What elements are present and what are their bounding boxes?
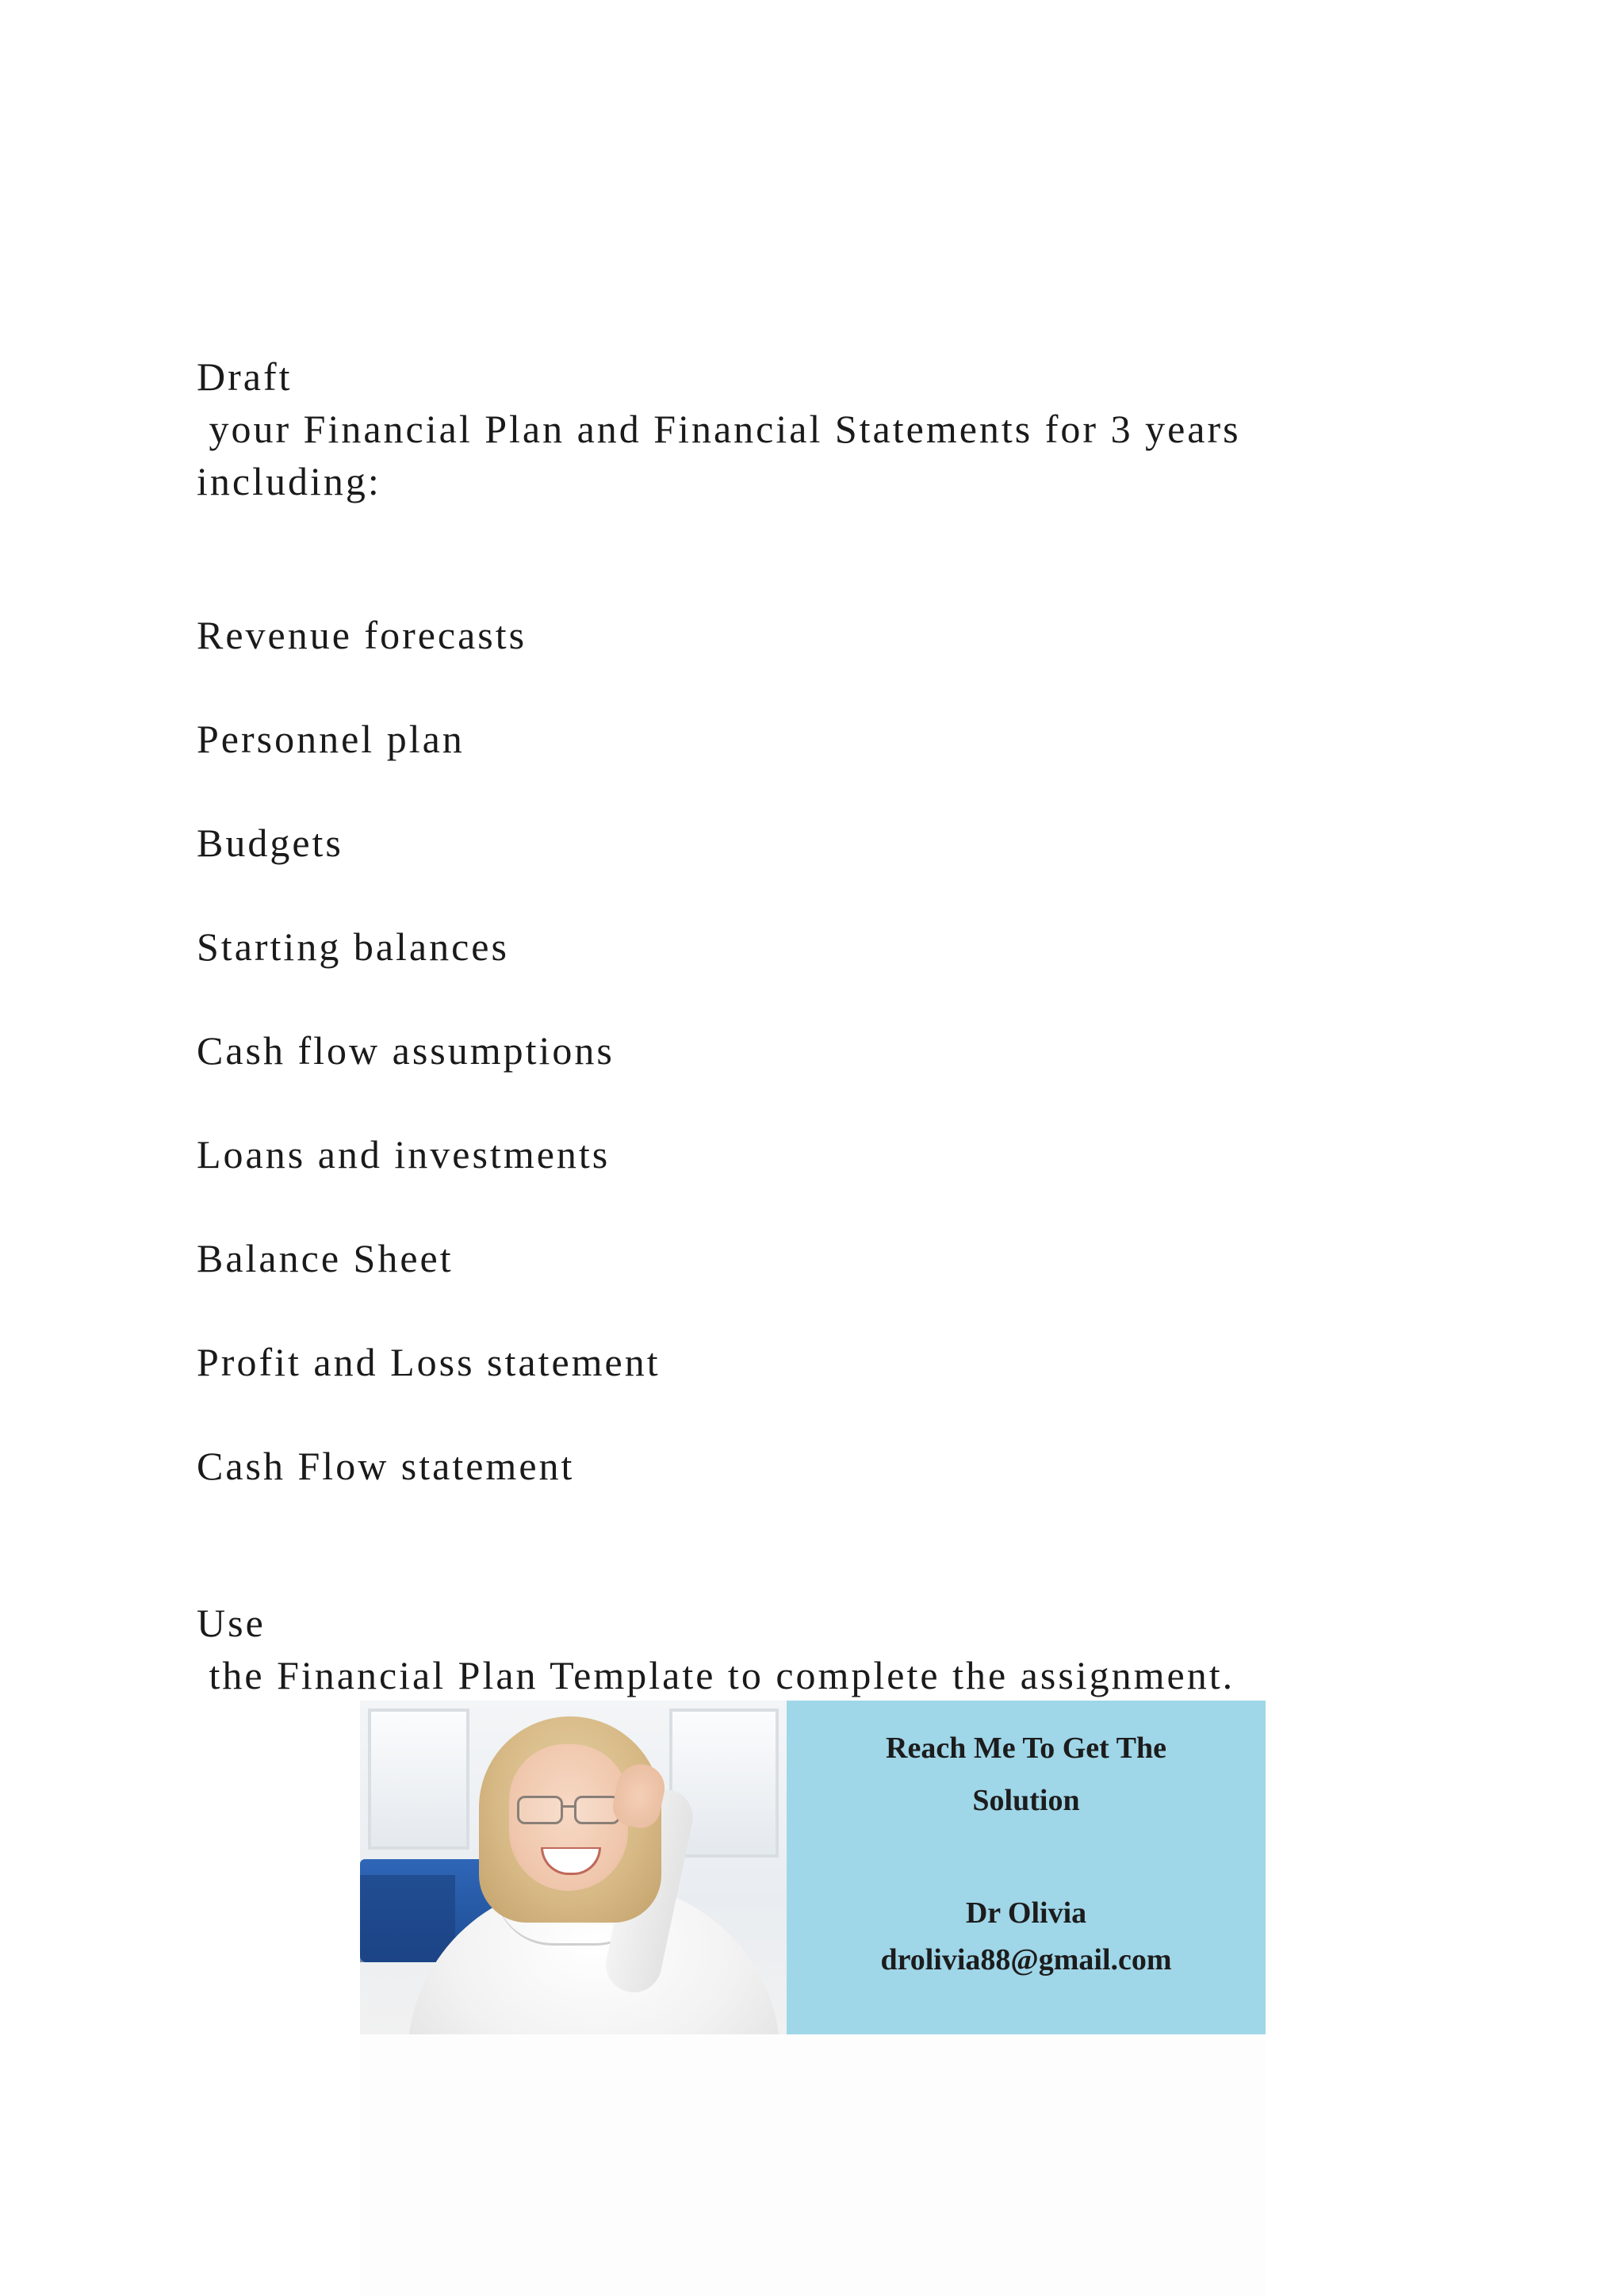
outro-line-2: the Financial Plan Template to complete the assignment.: [197, 1653, 1235, 1697]
outro-paragraph: [197, 1597, 1235, 1701]
banner-heading-line-2: Solution: [972, 1784, 1080, 1817]
list-item-loans-and-investments: Loans and investments: [197, 1132, 611, 1177]
contact-banner-image: [360, 1701, 1266, 2034]
list-item-cash-flow-statement: Cash Flow statement: [197, 1444, 575, 1488]
banner-heading-line-1: Reach Me To Get The: [886, 1732, 1166, 1765]
glasses-lens-left: [517, 1796, 563, 1824]
list-item-revenue-forecasts: Revenue forecasts: [197, 613, 527, 657]
contact-info-panel: [787, 1701, 1266, 2034]
list-item-cash-flow-assumptions: Cash flow assumptions: [197, 1028, 615, 1073]
intro-line-3: including:: [197, 459, 381, 503]
list-item-starting-balances: Starting balances: [197, 924, 509, 969]
intro-line-2: your Financial Plan and Financial Statements for 3 years: [197, 407, 1241, 451]
woman-photo: [360, 1701, 787, 2034]
requirements-list: [197, 609, 661, 1544]
intro-line-1: Draft: [197, 354, 293, 399]
list-item-budgets: Budgets: [197, 821, 343, 865]
contact-email: drolivia88@gmail.com: [880, 1943, 1172, 1976]
glasses-icon: [517, 1796, 620, 1823]
intro-paragraph: [197, 350, 1241, 507]
chair-shadow: [360, 1875, 455, 1962]
list-item-personnel-plan: Personnel plan: [197, 717, 465, 761]
contact-name: Dr Olivia: [965, 1896, 1087, 1930]
outro-line-1: Use: [197, 1601, 266, 1645]
faded-image-area: [360, 2034, 1266, 2296]
list-item-balance-sheet: Balance Sheet: [197, 1236, 454, 1280]
list-item-profit-and-loss: Profit and Loss statement: [197, 1340, 661, 1384]
window-pane: [368, 1709, 469, 1850]
